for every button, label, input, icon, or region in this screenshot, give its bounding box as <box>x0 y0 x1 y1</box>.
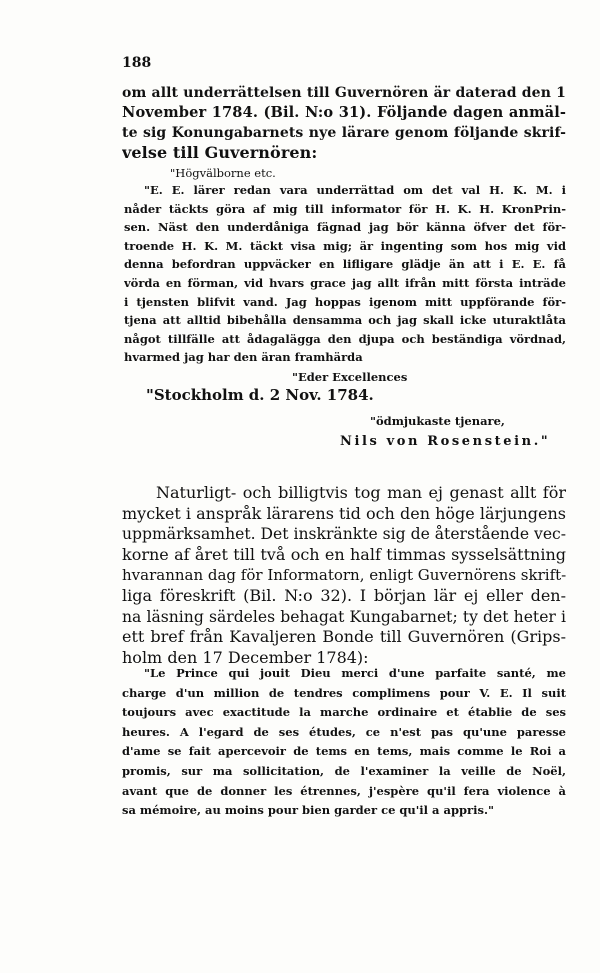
intro-paragraph <box>122 83 566 163</box>
intro-line: velse till Guvernören: <box>122 143 318 162</box>
letter-line: hvarmed jag har den äran framhärda <box>124 350 363 365</box>
letter-line: troende H. K. M. täckt visa mig; är ingenting som hos mig vid <box>124 238 566 253</box>
paragraph-line: ett bref från Kavaljeren Bonde till Guvernören (Grips- <box>122 627 566 647</box>
french-quote <box>122 664 566 821</box>
letter-line: i tjensten blifvit vand. Jag hoppas igenom mitt uppförande för- <box>124 294 566 309</box>
intro-line: om allt underrättelsen till Guvernören är daterad den 1 <box>122 85 566 101</box>
paragraph-line: hvarannan dag för Informatorn, enligt Guvernörens skrift- <box>122 566 566 585</box>
letter-line: denna befordran uppväcker en lifligare glädje än att i E. E. få <box>124 257 566 272</box>
quote-line: "Le Prince qui jouit Dieu merci d'une parfaite santé, me <box>144 666 566 680</box>
letter-line: vörda en förman, vid hvars grace jag allt ifrån mitt första inträde <box>124 275 566 290</box>
letter-servant: "ödmjukaste tjenare, <box>370 414 505 428</box>
paragraph-line: liga föreskrift (Bil. N:o 32). I början lär ej eller den- <box>122 585 566 605</box>
quote-line: charge d'un million de tendres complimens pour V. E. Il suit <box>122 685 566 700</box>
quote-line: toujours avec exactitude la marche ordinaire et établie de ses <box>122 705 566 720</box>
main-paragraph <box>122 483 566 668</box>
paragraph-line: holm den 17 December 1784): <box>122 647 369 667</box>
paragraph-line: mycket i anspråk lärarens tid och den höge lärjungens <box>122 503 566 523</box>
paragraph-line: uppmärksamhet. Det inskränkte sig de återstående vec- <box>122 525 566 544</box>
letter-line: nåder täckts göra af mig till informator för H. K. H. KronPrin- <box>124 201 566 216</box>
letter-line: tjena att alltid bibehålla densamma och jag skall icke uturaktlåta <box>124 313 566 328</box>
letter-salutation: "Högvälborne etc. <box>170 166 276 180</box>
letter-closing: "Eder Excellences <box>292 370 408 384</box>
quote-line: d'ame se fait apercevoir de tems en tems, mais comme le Roi a <box>122 744 566 759</box>
quote-line: avant que de donner les étrennes, j'espère qu'il fera violence à <box>122 783 566 798</box>
letter-line: något tillfälle att ådagalägga den djupa och beständiga vördnad, <box>124 331 566 346</box>
intro-line: te sig Konungabarnets nye lärare genom följande skrif- <box>122 125 566 141</box>
letter-line: "E. E. lärer redan vara underrättad om det val H. K. M. i <box>144 183 566 197</box>
quote-line: sa mémoire, au moins pour bien garder ce qu'il a appris." <box>122 803 494 818</box>
quote-line: promis, sur ma sollicitation, de l'examiner la veille de Noël, <box>122 763 566 778</box>
quote-line: heures. A l'egard de ses études, ce n'est pas qu'une paresse <box>122 724 566 739</box>
page-number: 188 <box>122 55 152 71</box>
letter-line: sen. Näst den underdåniga fägnad jag bör känna öfver det för- <box>124 220 566 235</box>
letter-place-date: "Stockholm d. 2 Nov. 1784. <box>146 386 374 404</box>
letter-body <box>124 181 566 367</box>
letter-signature: Nils von Rosenstein." <box>340 434 551 449</box>
paragraph-line: Naturligt- och billigtvis tog man ej genast allt för <box>156 483 566 502</box>
intro-line: November 1784. (Bil. N:o 31). Följande dagen anmäl- <box>122 104 566 121</box>
paragraph-line: na läsning särdeles behagat Kungabarnet; ty det heter i <box>122 607 566 626</box>
paragraph-line: korne af året till två och en half timmas sysselsättning <box>122 544 566 564</box>
